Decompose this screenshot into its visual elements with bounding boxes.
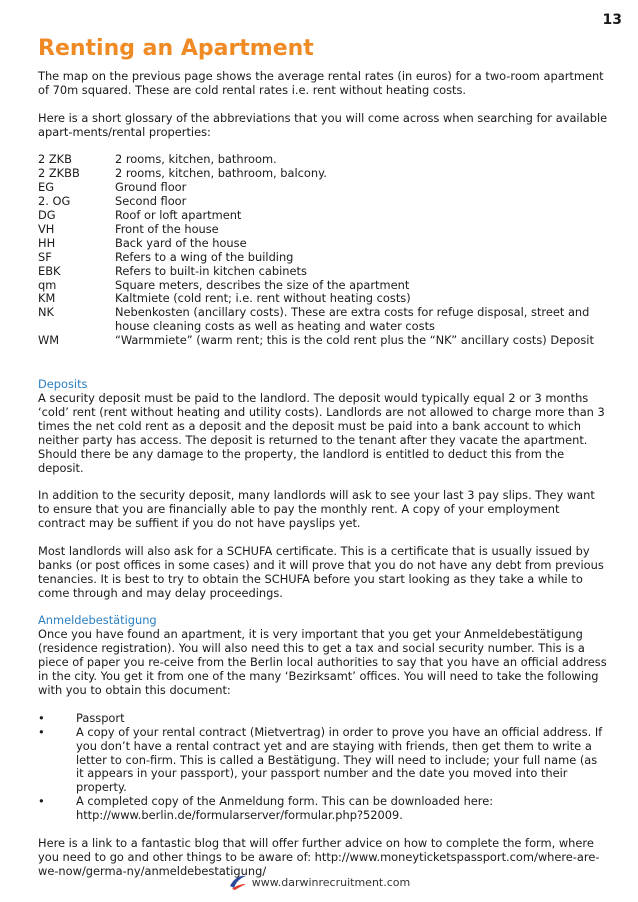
glossary-abbr: KM bbox=[38, 291, 56, 306]
glossary-def: Nebenkosten (ancillary costs). These are extra costs for refuge disposal, street and house cleaning costs as well as heating and water costs bbox=[115, 305, 590, 334]
requirements-list bbox=[38, 712, 608, 823]
glossary-def: Refers to built-in kitchen cabinets bbox=[115, 263, 307, 278]
page-title: Renting an Apartment bbox=[38, 36, 314, 61]
glossary-abbr: NK bbox=[38, 305, 54, 320]
glossary-item bbox=[38, 181, 608, 195]
glossary-item bbox=[38, 292, 608, 306]
closing-paragraph: Here is a link to a fantastic blog that will offer further advice on how to complete the form, where you need to go and other things to be aware of: http://www.moneyticketspassport.com/where-are-we-now/germa-ny/anmeldebestatigung/ bbox=[38, 835, 600, 878]
glossary-abbr: VH bbox=[38, 221, 55, 236]
list-item bbox=[38, 712, 608, 726]
page-content bbox=[38, 36, 608, 893]
glossary-item bbox=[38, 167, 608, 181]
footer bbox=[0, 872, 638, 892]
list-item-text: A copy of your rental contract (Mietvertrag) in order to prove you have an official address. If you don’t have a rental contract yet and are staying with friends, then get them to write a letter to con-firm. This is called a Bestätigung. They will need to include; your full name (as it appears in your passport), your passport number and the date you moved into their property. bbox=[76, 724, 603, 795]
page-number: 13 bbox=[602, 12, 622, 28]
glossary-abbr: 2. OG bbox=[38, 194, 71, 209]
glossary-def: Front of the house bbox=[115, 221, 219, 236]
glossary-abbr: HH bbox=[38, 235, 56, 250]
glossary-abbr: DG bbox=[38, 208, 56, 223]
anmeldung-heading: Anmeldebestätigung bbox=[38, 613, 157, 628]
deposits-paragraph-3: Most landlords will also ask for a SCHUFA certificate. This is a certificate that is usually issued by banks (or post offices in some cases) and it will prove that you do not have any debt from previous tenancies. It is best to try to obtain the SCHUFA before you start looking as they take a while to come through and may delay proceedings. bbox=[38, 543, 604, 600]
footer-url[interactable]: www.darwinrecruitment.com bbox=[251, 875, 411, 889]
glossary-abbr: qm bbox=[38, 277, 57, 292]
glossary-abbr: 2 ZKB bbox=[38, 152, 72, 167]
anmeldung-paragraph: Once you have found an apartment, it is very important that you get your Anmeldebestätigung (residence registration). You will also need this to get a tax and social security number. This is a piece of paper you re-ceive from the Berlin local authorities to say that you have an official address in the city. You get it from one of the many ‘Bezirksamt’ offices. You will need to take the following with you to obtain this document: bbox=[38, 627, 607, 697]
glossary-item bbox=[38, 153, 608, 167]
deposits-heading: Deposits bbox=[38, 377, 88, 392]
glossary-def: Ground floor bbox=[115, 180, 187, 195]
glossary-item bbox=[38, 306, 608, 334]
bullet-icon: • bbox=[38, 724, 45, 739]
glossary-list bbox=[38, 153, 608, 348]
deposits-paragraph-2: In addition to the security deposit, many landlords will ask to see your last 3 pay slips. They want to ensure that you are financially able to pay the monthly rent. A copy of your employment contract may be suffient if you do not have payslips yet. bbox=[38, 488, 595, 531]
glossary-abbr: WM bbox=[38, 333, 60, 348]
glossary-item bbox=[38, 265, 608, 279]
glossary-def: Kaltmiete (cold rent; i.e. rent without heating costs) bbox=[115, 291, 411, 306]
glossary-def: Refers to a wing of the building bbox=[115, 249, 294, 264]
list-item bbox=[38, 726, 608, 796]
deposits-paragraph-1: A security deposit must be paid to the landlord. The deposit would typically equal 2 or 3 months ‘cold’ rent (rent without heating and utility costs). Landlords are not allowed to charge more than 3 times the net cold rent as a deposit and the deposit must be paid into a bank account to which neither party has access. The deposit is returned to the tenant after they vacate the apartment. Should there be any damage to the property, the landlord is entitled to deduct this from the deposit. bbox=[38, 391, 605, 475]
list-item bbox=[38, 795, 608, 823]
glossary-def: 2 rooms, kitchen, bathroom, balcony. bbox=[115, 166, 327, 181]
intro-paragraph-2: Here is a short glossary of the abbreviations that you will come across when searching for available apart-ments/rental properties: bbox=[38, 110, 608, 139]
darwin-swoosh-icon bbox=[228, 872, 248, 892]
glossary-item bbox=[38, 209, 608, 223]
glossary-item bbox=[38, 223, 608, 237]
glossary-def: 2 rooms, kitchen, bathroom. bbox=[115, 152, 277, 167]
glossary-abbr: SF bbox=[38, 249, 52, 264]
glossary-abbr: 2 ZKBB bbox=[38, 166, 80, 181]
glossary-abbr: EG bbox=[38, 180, 55, 195]
glossary-item bbox=[38, 195, 608, 209]
glossary-item bbox=[38, 334, 608, 348]
glossary-item bbox=[38, 251, 608, 265]
glossary-item bbox=[38, 237, 608, 251]
bullet-icon: • bbox=[38, 794, 45, 809]
glossary-item bbox=[38, 279, 608, 293]
glossary-def: Second floor bbox=[115, 194, 187, 209]
glossary-def: Back yard of the house bbox=[115, 235, 247, 250]
bullet-icon: • bbox=[38, 710, 45, 725]
glossary-def: Roof or loft apartment bbox=[115, 208, 242, 223]
intro-paragraph-1: The map on the previous page shows the average rental rates (in euros) for a two-room apartment of 70m squared. These are cold rental rates i.e. rent without heating costs. bbox=[38, 69, 604, 97]
list-item-text: Passport bbox=[76, 710, 125, 725]
glossary-abbr: EBK bbox=[38, 263, 61, 278]
glossary-def: Square meters, describes the size of the apartment bbox=[115, 277, 410, 292]
list-item-text: A completed copy of the Anmeldung form. This can be downloaded here: http://www.berlin.de/formularserver/formular.php?52009. bbox=[76, 794, 494, 823]
glossary-def: “Warmmiete” (warm rent; this is the cold rent plus the “NK” ancillary costs) Deposit bbox=[115, 333, 594, 348]
